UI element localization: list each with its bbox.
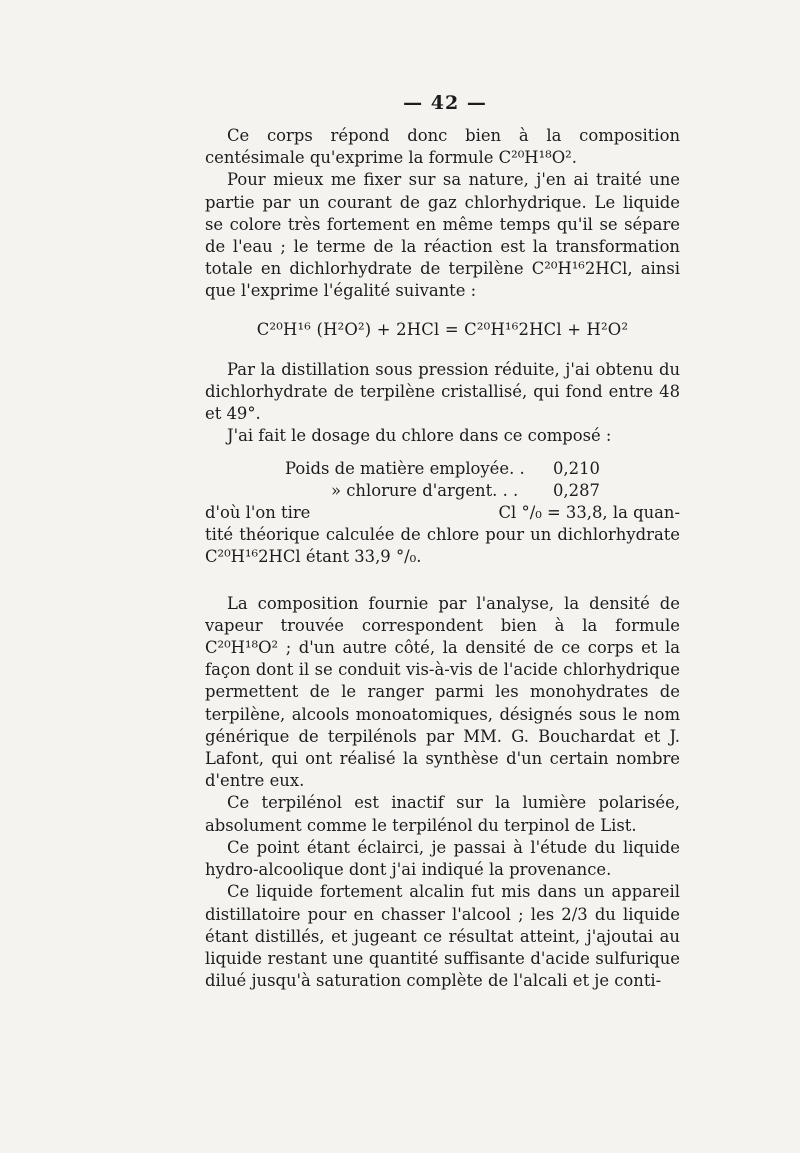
paragraph-6: La composition fournie par l'analyse, la densité de vapeur trouvée correspondent bien à la formule C²⁰H¹⁸O² ; d'un autre côté, la densité de ce corps et la façon dont il se conduit vis-à-vis de l'acide chlorhydrique permettent de le ranger parmi les monohydrates de terpilène, alcools monoatomiques, désignés sous le nom générique de terpilénols par MM. G. Bouchardat et J. Lafont, qui ont réalisé la synthèse d'un certain nombre d'entre eux.: [205, 593, 680, 791]
equation: C²⁰H¹⁶ (H²O²) + 2HCl = C²⁰H¹⁶2HCl + H²O²: [256, 319, 629, 339]
paragraph-8: Ce point étant éclairci, je passai à l'étude du liquide hydro-alcoolique dont j'ai indiqué la provenance.: [205, 837, 680, 880]
paragraph-2: Pour mieux me fixer sur sa nature, j'en ai traité une partie par un courant de gaz chlorhydrique. Le liquide se colore très fortement en même temps qu'il se sépare de l'eau ; le terme de la réaction est la transformation totale en dichlorhydrate de terpilène C²⁰H¹⁶2HCl, ainsi que l'exprime l'égalité suivante :: [205, 170, 680, 301]
data-row-chloride: [205, 480, 680, 502]
result-line: [205, 502, 680, 524]
section-gap: [205, 569, 680, 593]
data-row-weight: [205, 458, 680, 480]
data-value-weight: 0,210: [553, 458, 600, 478]
data-label-chloride: » chlorure d'argent. . .: [331, 480, 519, 500]
page-number: — 42 —: [403, 92, 487, 114]
data-label-weight: Poids de matière employée. .: [285, 458, 525, 478]
paragraph-5-continuation: tité théorique calculée de chlore pour un dichlorhydrate C²⁰H¹⁶2HCl étant 33,9 °/₀.: [205, 525, 680, 567]
result-left: d'où l'on tire: [205, 503, 311, 523]
paragraph-9: Ce liquide fortement alcalin fut mis dans un appareil distillatoire pour en chasser l'alcool ; les 2/3 du liquide étant distillés, et jugeant ce résultat atteint, j'ajoutai au liquide restant une quantité suffisante d'acide sulfurique dilué jusqu'à saturation complète de l'alcali et je conti-: [205, 882, 680, 991]
paragraph-7: Ce terpilénol est inactif sur la lumière polarisée, absolument comme le terpilénol du terpinol de List.: [205, 793, 680, 835]
paragraph-4: J'ai fait le dosage du chlore dans ce composé :: [227, 426, 612, 446]
body-text: [205, 125, 680, 992]
data-value-chloride: 0,287: [553, 480, 600, 500]
paragraph-3: Par la distillation sous pression réduite, j'ai obtenu du dichlorhydrate de terpilène cristallisé, qui fond entre 48 et 49°.: [205, 359, 680, 424]
paragraph-1: Ce corps répond donc bien à la composition centésimale qu'exprime la formule C²⁰H¹⁸O².: [205, 126, 680, 168]
result-right: Cl °/₀ = 33,8, la quan-: [498, 503, 680, 523]
